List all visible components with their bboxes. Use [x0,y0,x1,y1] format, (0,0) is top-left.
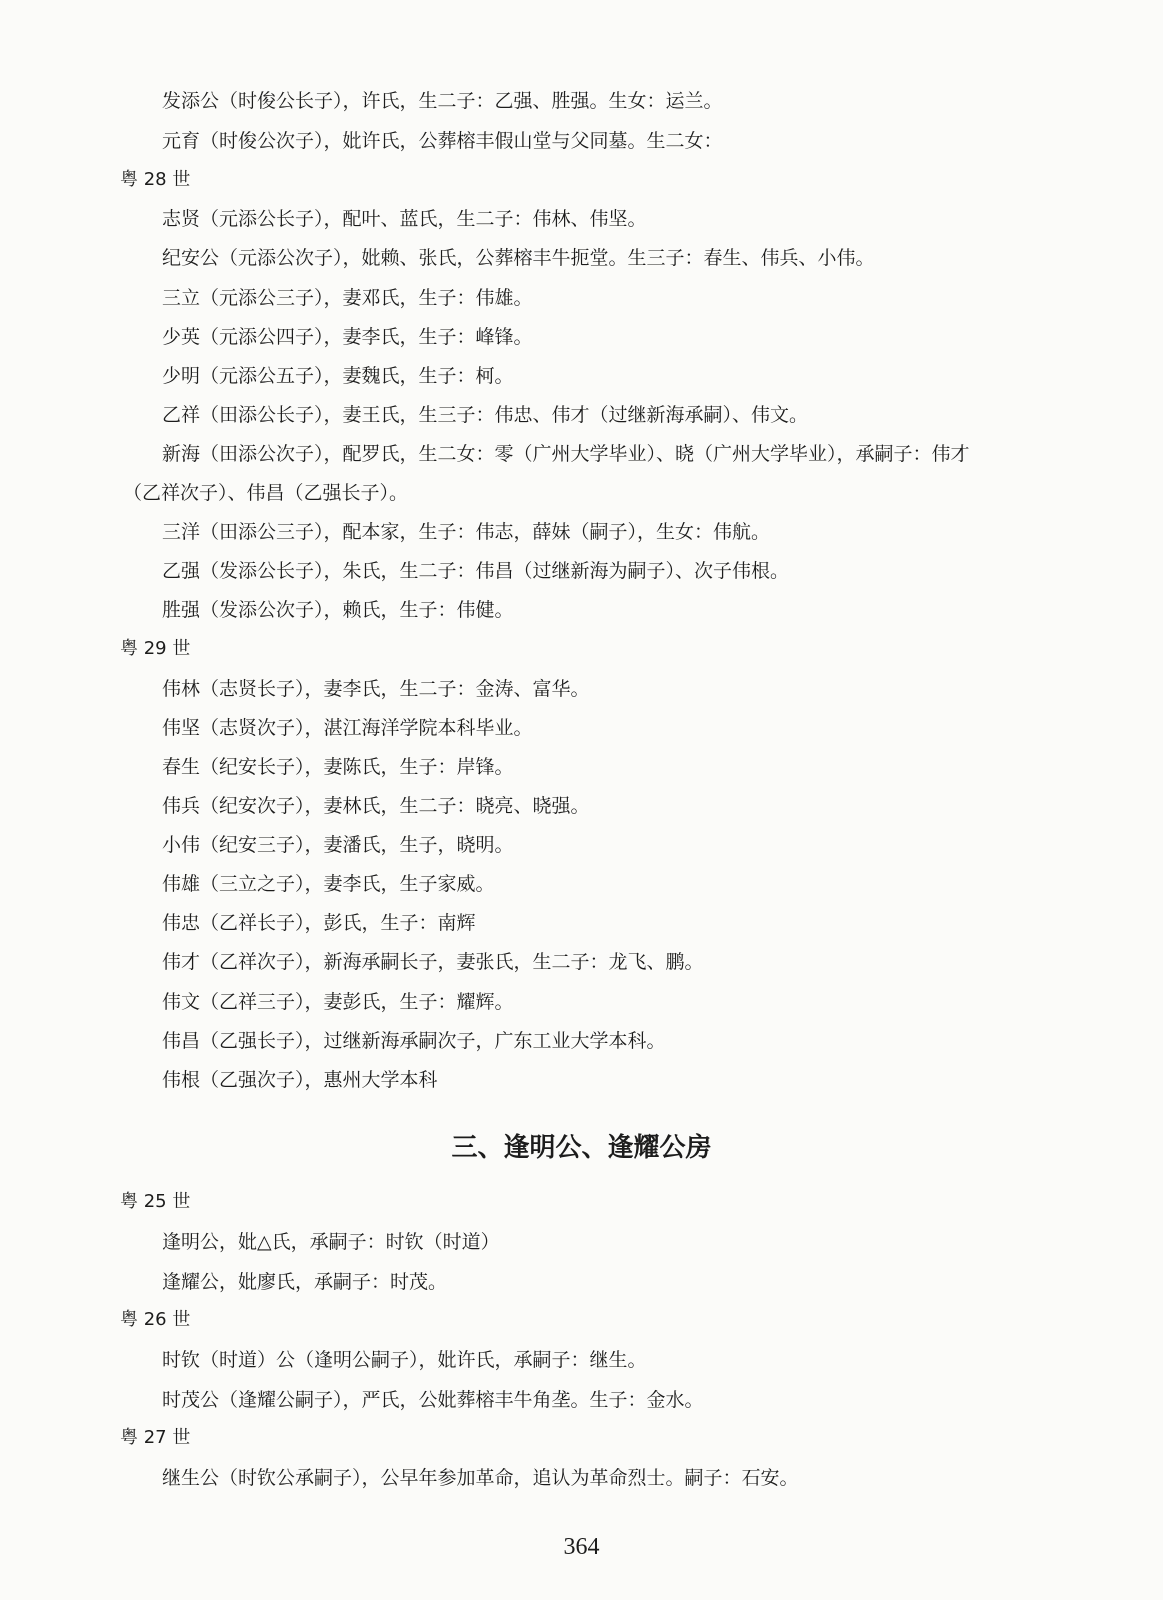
text-line: 胜强（发添公次子），赖氏，生子：伟健。 [162,599,514,621]
text-line: 少明（元添公五子），妻魏氏，生子：柯。 [162,365,514,387]
text-line: 小伟（纪安三子），妻潘氏，生子，晓明。 [162,834,514,856]
generation-heading: 粤 29 世 [120,638,191,659]
text-line: 逢明公，妣△氏，承嗣子：时钦（时道） [162,1231,500,1253]
text-line: 伟兵（纪安次子），妻林氏，生二子：晓亮、晓强。 [162,795,590,817]
text-line: 伟昌（乙强长子），过继新海承嗣次子，广东工业大学本科。 [162,1030,666,1052]
text-line: 元育（时俊公次子），妣许氏，公葬榕丰假山堂与父同墓。生二女： [162,130,723,152]
text-line: 伟文（乙祥三子），妻彭氏，生子：耀辉。 [162,991,514,1013]
text-line-continued: （乙祥次子）、伟昌（乙强长子）。 [123,482,409,504]
text-line: 三立（元添公三子），妻邓氏，生子：伟雄。 [162,287,533,309]
section-title [0,1131,1163,1165]
text-line: 发添公（时俊公长子），许氏，生二子：乙强、胜强。生女：运兰。 [162,90,723,112]
text-line: 时钦（时道）公（逢明公嗣子），妣许氏，承嗣子：继生。 [162,1349,647,1371]
text-line: 新海（田添公次子），配罗氏，生二女：零（广州大学毕业）、晓（广州大学毕业），承嗣子：伟才 [162,443,970,465]
text-line: 伟林（志贤长子），妻李氏，生二子：金涛、富华。 [162,678,590,700]
generation-heading: 粤 27 世 [120,1427,191,1448]
text-line: 乙祥（田添公长子），妻王氏，生三子：伟忠、伟才（过继新海承嗣）、伟文。 [162,404,809,426]
text-line: 三洋（田添公三子），配本家，生子：伟志，薛妹（嗣子），生女：伟航。 [162,521,771,543]
text-line: 伟忠（乙祥长子），彭氏，生子：南辉 [162,912,476,934]
text-line: 逢耀公，妣廖氏，承嗣子：时茂。 [162,1271,448,1293]
generation-heading: 粤 28 世 [120,169,191,190]
text-line: 志贤（元添公长子），配叶、蓝氏，生二子：伟林、伟坚。 [162,208,647,230]
text-line: 继生公（时钦公承嗣子），公早年参加革命，追认为革命烈士。嗣子：石安。 [162,1467,799,1489]
text-line: 春生（纪安长子），妻陈氏，生子：岸锋。 [162,756,514,778]
generation-heading: 粤 26 世 [120,1309,191,1330]
section-title-text: 三、逢明公、逢耀公房 [451,1133,712,1163]
page-number: 364 [563,1534,600,1560]
text-line: 少英（元添公四子），妻李氏，生子：峰锋。 [162,326,533,348]
text-line: 时茂公（逢耀公嗣子），严氏，公妣葬榕丰牛角垄。生子：金水。 [162,1389,704,1411]
text-line: 伟坚（志贤次子），湛江海洋学院本科毕业。 [162,717,533,739]
text-line: 伟才（乙祥次子），新海承嗣长子，妻张氏，生二子：龙飞、鹏。 [162,951,704,973]
text-line: 乙强（发添公长子），朱氏，生二子：伟昌（过继新海为嗣子）、次子伟根。 [162,560,790,582]
text-line: 伟雄（三立之子），妻李氏，生子家威。 [162,873,495,895]
generation-heading: 粤 25 世 [120,1191,191,1212]
text-line: 纪安公（元添公次子），妣赖、张氏，公葬榕丰牛扼堂。生三子：春生、伟兵、小伟。 [162,247,875,269]
text-line: 伟根（乙强次子），惠州大学本科 [162,1069,438,1091]
